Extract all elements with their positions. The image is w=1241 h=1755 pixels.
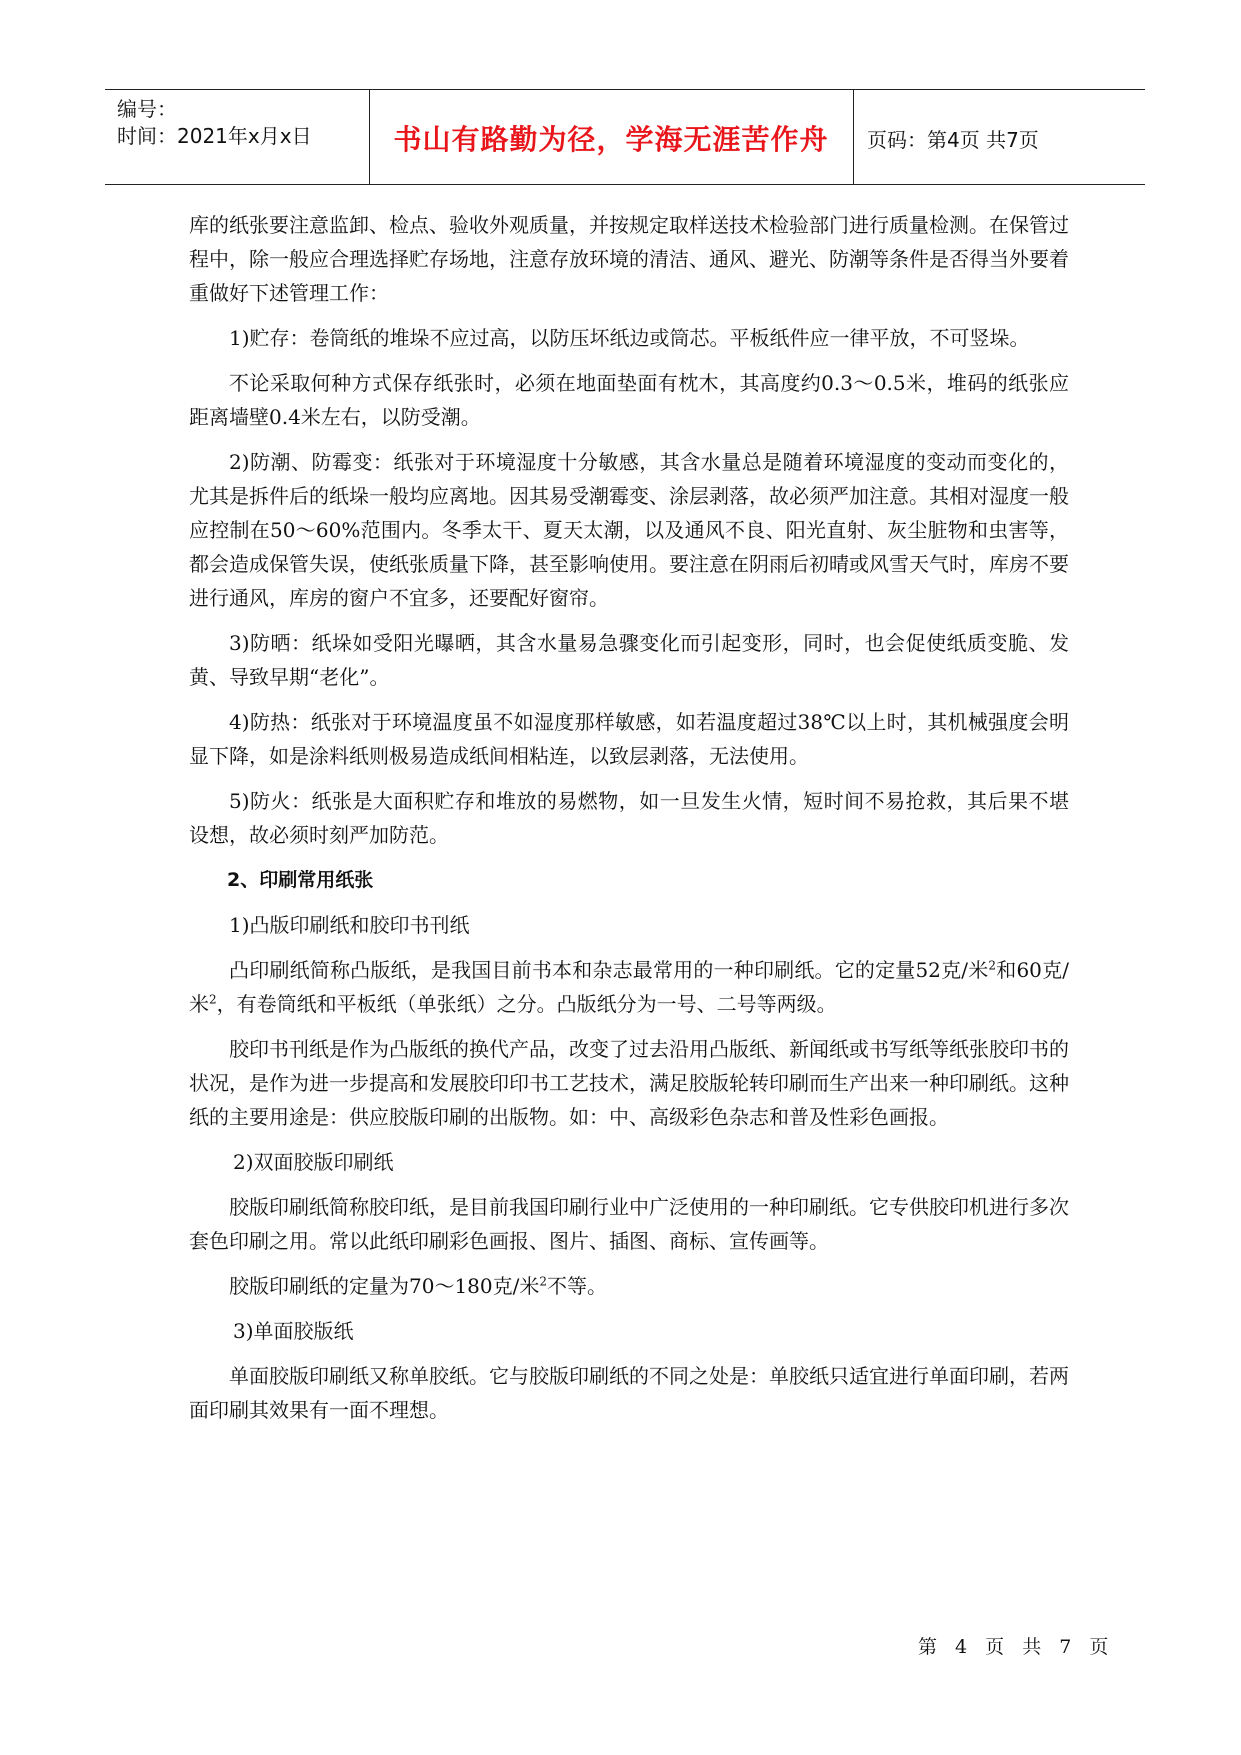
document-number-label: 编号： [117, 97, 177, 121]
header-page-cell [853, 90, 1145, 184]
header-page-number: 页码：第4页 共7页 [867, 128, 1039, 152]
subsection-title: 3)单面胶版纸 [233, 1319, 354, 1343]
paragraph: 胶印书刊纸是作为凸版纸的换代产品，改变了过去沿用凸版纸、新闻纸或书写纸等纸张胶印书的状况，是作为进一步提高和发展胶印印书工艺技术，满足胶版轮转印刷而生产出来一种印刷纸。这种纸的主要用途是：供应胶版印刷的出版物。如：中、高级彩色杂志和普及性彩色画报。 [189, 1037, 1069, 1129]
text-run: 不等。 [547, 1274, 608, 1298]
paragraph: 2)防潮、防霉变：纸张对于环境湿度十分敏感，其含水量总是随着环境湿度的变动而变化的，尤其是拆件后的纸垛一般均应离地。因其易受潮霉变、涂层剥落，故必须严加注意。其相对湿度一般应控制在50～60%范围内。冬季太干、夏天太潮，以及通风不良、阳光直射、灰尘脏物和虫害等，都会造成保管失误，使纸张质量下降，甚至影响使用。要注意在阴雨后初晴或风雪天气时，库房不要进行通风，库房的窗户不宜多，还要配好窗帘。 [189, 450, 1069, 610]
section-heading: 2、印刷常用纸张 [227, 869, 374, 891]
superscript: 2 [988, 958, 997, 973]
superscript: 2 [209, 992, 217, 1007]
header-motto: 书山有路勤为径，学海无涯苦作舟 [393, 123, 829, 156]
subsection-title: 1)凸版印刷纸和胶印书刊纸 [229, 913, 470, 937]
text-run: 胶版印刷纸的定量为70～180克/米 [229, 1274, 540, 1298]
text-run: ，有卷筒纸和平板纸（单张纸）之分。凸版纸分为一号、二号等两级。 [216, 992, 837, 1016]
subsection-title: 2)双面胶版印刷纸 [233, 1150, 394, 1174]
paragraph: 1)贮存：卷筒纸的堆垛不应过高，以防压坏纸边或筒芯。平板纸件应一律平放，不可竖垛。 [229, 326, 1030, 350]
paragraph: 3)防晒：纸垛如受阳光曝晒，其含水量易急骤变化而引起变形，同时，也会促使纸质变脆、发黄、导致早期“老化”。 [189, 631, 1069, 689]
paragraph: 单面胶版印刷纸又称单胶纸。它与胶版印刷纸的不同之处是：单胶纸只适宜进行单面印刷，若两面印刷其效果有一面不理想。 [189, 1364, 1069, 1422]
page-footer: 第 4 页 共 7 页 [918, 1636, 1112, 1658]
header-info-cell [105, 90, 370, 184]
page-header [105, 89, 1145, 185]
document-body [189, 208, 1069, 1438]
text-run: 凸印刷纸简称凸版纸，是我国目前书本和杂志最常用的一种印刷纸。它的定量52克/米 [229, 958, 989, 982]
paragraph [189, 953, 1069, 1021]
superscript: 2 [539, 1274, 548, 1289]
paragraph: 4)防热：纸张对于环境温度虽不如湿度那样敏感，如若温度超过38℃以上时，其机械强度会明显下降，如是涂料纸则极易造成纸间相粘连，以致层剥落，无法使用。 [189, 710, 1069, 768]
paragraph: 库的纸张要注意监卸、检点、验收外观质量，并按规定取样送技术检验部门进行质量检测。在保管过程中，除一般应合理选择贮存场地，注意存放环境的清洁、通风、避光、防潮等条件是否得当外要着重做好下述管理工作： [189, 213, 1069, 305]
header-motto-cell [369, 90, 854, 184]
text-run: 和60克/米 [189, 958, 1070, 1016]
paragraph: 5)防火：纸张是大面积贮存和堆放的易燃物，如一旦发生火情，短时间不易抢救，其后果不堪设想，故必须时刻严加防范。 [189, 789, 1069, 847]
paragraph: 不论采取何种方式保存纸张时，必须在地面垫面有枕木，其高度约0.3～0.5米，堆码的纸张应距离墙壁0.4米左右，以防受潮。 [189, 371, 1069, 429]
paragraph: 胶版印刷纸简称胶印纸，是目前我国印刷行业中广泛使用的一种印刷纸。它专供胶印机进行多次套色印刷之用。常以此纸印刷彩色画报、图片、插图、商标、宣传画等。 [189, 1195, 1069, 1253]
paragraph [189, 1269, 1069, 1303]
document-time-label: 时间：2021年x月x日 [117, 124, 312, 148]
